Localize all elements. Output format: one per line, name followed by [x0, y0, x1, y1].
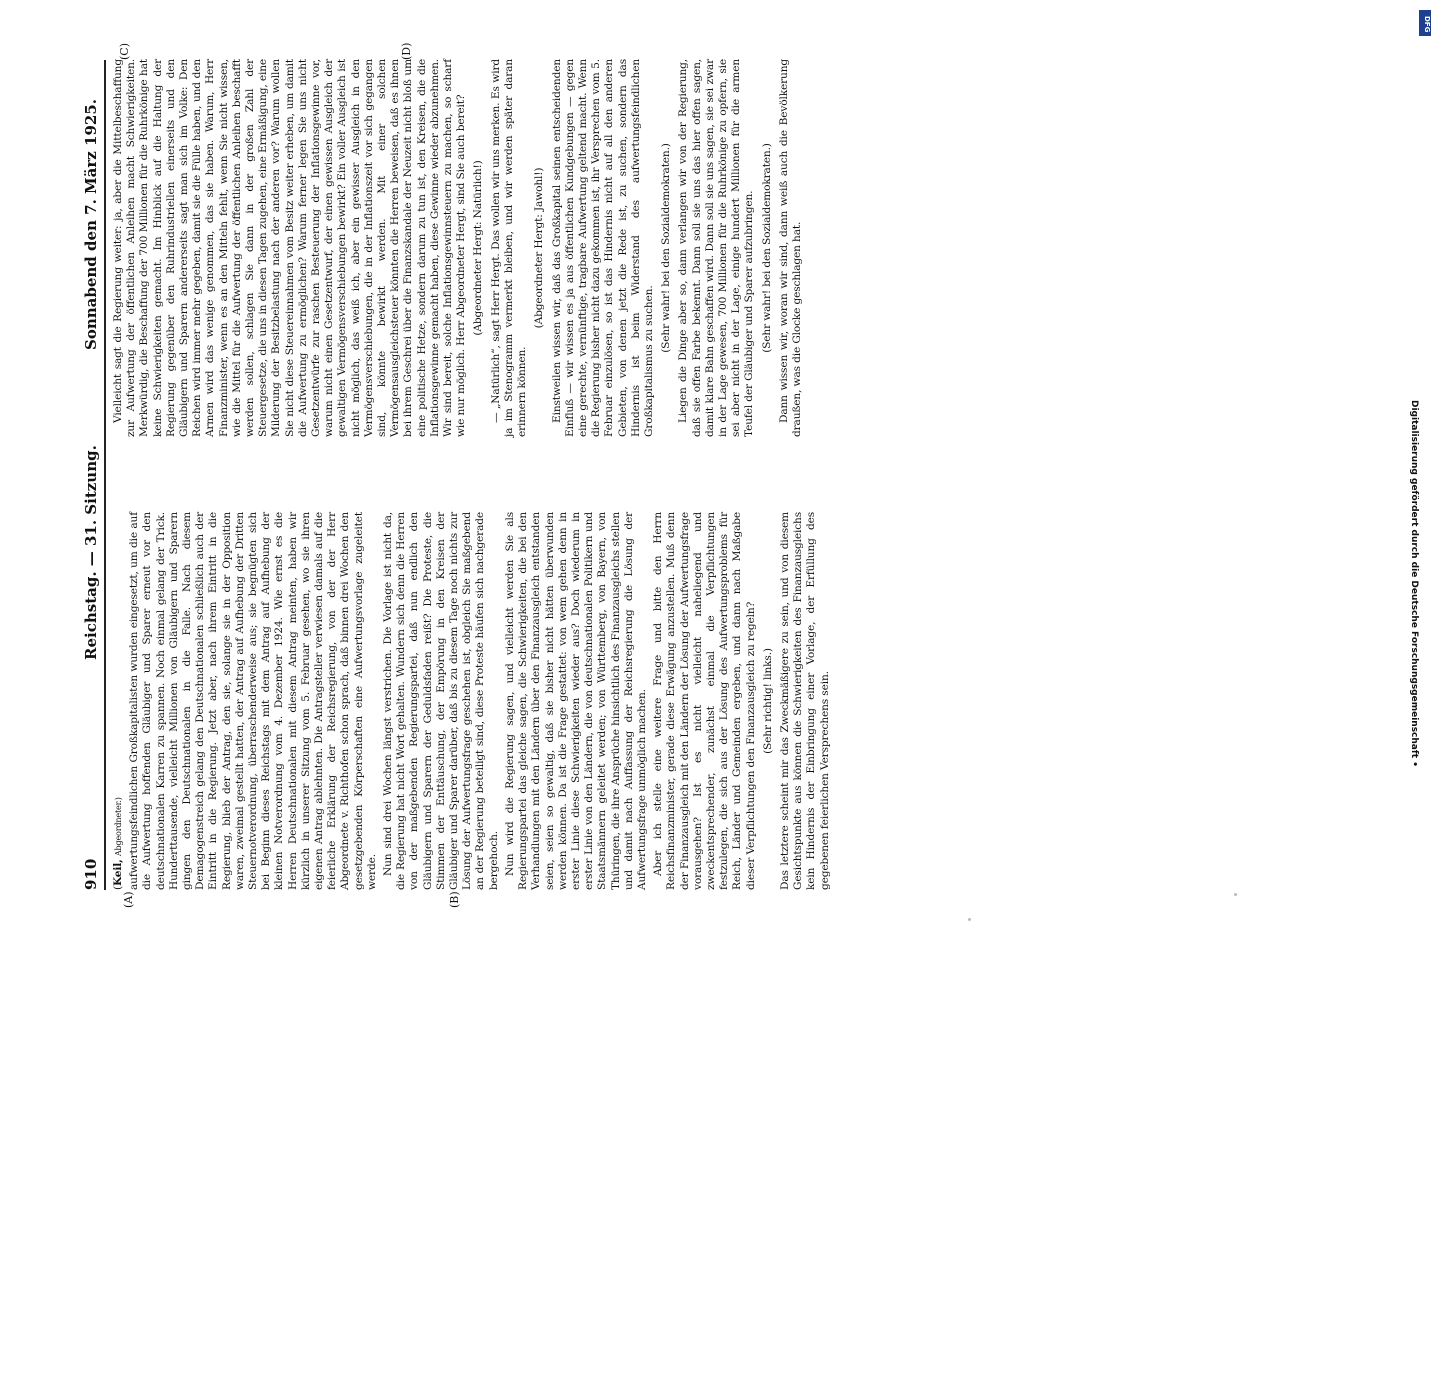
scan-speck [1234, 893, 1237, 896]
paragraph: Dann wissen wir, woran wir sind, dann weiß auch die Bevölkerung draußen, was die Glocke geschlagen hat. [777, 59, 803, 437]
page-header [82, 90, 106, 890]
interjection: (Sehr wahr! bei den Sozialdemokraten.) [660, 143, 673, 353]
margin-mark-b: (B) [448, 891, 461, 908]
paragraph: Liegen die Dinge aber so, dann verlangen wir von der Regierung, daß sie offen Farbe bekennt. Dann soll sie uns das hier offen sagen, damit klare Bahn geschaffen wird. Dann soll sie uns sagen, sie sei zwar in der Lage gewesen, 700 Millionen für die Ruhrkönige zu opfern, sie sei aber nicht in der Lage, einige hundert Millionen für die armen Teufel der Gläubiger und Sparer aufzubringen. [677, 59, 756, 437]
paragraph: Vielleicht sagt die Regierung weiter: ja, aber die Mittelbeschaffung zur Aufwertung der öffentlichen Anleihen macht Schwierigkeiten. Merkwürdig, die Beschaffung der 700 Millionen für die Ruhrkönige hat keine Schwierigkeiten gemacht. Im Hinblick auf die Haltung der Regierung gegenüber den Ruhrindustriellen einerseits und den Gläubigern und Sparern andererseits sagt man sich im Volke: Den Reichen wird immer mehr gegeben, damit sie die Fülle haben, und den Armen wird das wenige genommen, das sie haben. Warum, Herr Finanzminister, wenn es an den Mitteln fehlt, wenn Sie nicht wissen, wie die Mittel für die Aufwertung der öffentlichen Anleihen beschafft werden sollen, schlagen Sie dann in der großen Zahl der Steuergesetze, die uns in diesen Tagen zugehen, eine Ermäßigung, eine Milderung der Besitzbelastung nach der anderen vor? Warum wollen Sie nicht diese Steuereinnahmen vom Besitz weiter erheben, um damit die Aufwertung zu ermöglichen? Warum ferner legen Sie uns nicht Gesetzentwürfe zur raschen Besteuerung der Inflationsgewinne vor, warum nicht einen Gesetzentwurf, der einen gewissen Ausgleich der gewaltigen Vermögensverschiebungen bewirkt? Ein voller Ausgleich ist nicht möglich, das weiß ich, aber ein gewisser Ausgleich in den Vermögensverschiebungen, die in der Inflationszeit vor sich gegangen sind, könnte bewirkt werden. Mit einer solchen Vermögensausgleichsteuer könnten die Herren beweisen, daß es ihnen bei ihrem Geschrei über die Finanzskandale der Neuzeit nicht bloß um eine politische Hetze, sondern darum zu tun ist, den Kreisen, die die Inflationsgewinne gemacht haben, diese Gewinne wieder abzunehmen. Wir sind bereit, solche Inflationsgewinnsteuern zu machen, so scharf wie nur möglich. Herr Abgeordneter Hergt, sind Sie auch bereit? [112, 59, 468, 437]
interjection: (Abgeordneter Hergt: Jawohl!) [533, 167, 546, 329]
interjection: (Sehr richtig! links.) [761, 648, 774, 754]
dfg-logo-text: DFG [1423, 16, 1431, 33]
interjection: (Abgeordneter Hergt: Natürlich!) [472, 160, 485, 336]
paragraph: Aber ich stelle eine weitere Frage und bitte den Herrn Reichsfinanzminister, gerade diese Erwägung anzustellen. Muß denn der Finanzausgleich mit den Ländern der Lösung der Aufwertungsfrage vorausgehen? Ist es nicht vielleicht naheliegend und zweckentsprechender, zunächst einmal die Verpflichtungen festzulegen, die sich aus der Lösung des Aufwertungsproblems für Reich, Länder und Gemeinden ergeben, und dann nach Maßgabe dieser Verpflichtungen den Finanzausgleich zu regeln? [652, 512, 757, 890]
speaker-name: Keil, [112, 859, 124, 887]
paragraph: Nun wird die Regierung sagen, und vielleicht werden Sie als Regierungspartei das gleiche sagen, die Schwierigkeiten, die bei den Verhandlungen mit den Ländern über den Finanzausgleich entstanden seien, seien so gewaltig, daß sie bisher nicht hätten überwunden werden können. Da ist die Frage gestattet: von wem gehen denn in erster Linie diese Schwierigkeiten wieder aus? Doch wiederum in erster Linie von den Ländern, die von deutschnationalen Politikern und Staatsmännern geleitet werden; von Württemberg, von Bayern, von Thüringen, die ihre Ansprüche hinsichtlich des Finanzausgleichs stellen und damit nach Auffassung der Reichsregierung die Lösung der Aufwertungsfrage unmöglich machen. [503, 512, 648, 890]
digitization-stamp [1409, 8, 1434, 996]
scan-speck [968, 918, 971, 921]
header-left-title: Reichstag. — 31. Sitzung. [82, 445, 100, 660]
dfg-logo [1419, 10, 1431, 36]
speaker-line: (Keil, Abgeordneter.) [112, 797, 124, 890]
header-right-title: Sonnabend den 7. März 1925. [82, 99, 100, 350]
margin-mark-d: (D) [400, 42, 413, 60]
header-rule [104, 60, 106, 890]
paragraph: — „Natürlich“, sagt Herr Hergt. Das wollen wir uns merken. Es wird ja im Stenogramm vermerkt bleiben, und wir werden später daran erinnern können. [489, 59, 529, 437]
paragraph: Nun sind drei Wochen längst verstrichen. Die Vorlage ist nicht da, die Regierung hat nicht Wort gehalten. Wundern sich denn die Herren von der maßgebenden Regierungspartei, daß nun endlich den Gläubigern und Sparern der Geduldsfaden reißt? Die Proteste, die Stimmen der Enttäuschung, der Empörung in den Kreisen der Gläubiger und Sparer darüber, daß bis zu diesem Tage noch nichts zur Lösung der Aufwertungsfrage geschehen ist, obgleich Sie maßgebend an der Regierung beteiligt sind, diese Proteste häufen sich nachgerade bergehoch. [382, 512, 500, 890]
right-column [112, 59, 803, 437]
paragraph: aufwertungsfeindlichen Großkapitalisten wurden eingesetzt, um die auf die Aufwertung hoffenden Gläubiger und Sparer erneut vor den deutschnationalen Karren zu spannen. Noch einmal gelang der Trick. Hunderttausende, vielleicht Millionen von Gläubigern und Sparern gingen den Deutschnationalen in die Falle. Nach diesem Demagogenstreich gelang den Deutschnationalen schließlich auch der Eintritt in die Regierung. Jetzt aber, nach ihrem Eintritt in die Regierung, blieb der Antrag, den sie, solange sie in der Opposition waren, zweimal gestellt hatten, der Antrag auf Aufhebung der Dritten Steuernotverordnung, überraschenderweise aus; sie begnügten sich bei Beginn dieses Reichstags mit dem Antrag auf Aufhebung der kleinen Notverordnung vom 4. Dezember 1924. Wie ernst es die Herren Deutschnationalen mit diesem Antrag meinten, haben wir kürzlich in unserer Sitzung vom 5. Februar gesehen, wo sie ihren eigenen Antrag ablehnten. Die Antragsteller verwiesen damals auf die feierliche Erklärung der Reichsregierung, von der der Herr Abgeordnete v. Richthofen schon sprach, daß binnen drei Wochen den gesetzgebenden Körperschaften eine Aufwertungsvorlage zugeleitet werde. [128, 512, 378, 890]
paragraph: Einstweilen wissen wir, daß das Großkapital seinen entscheidenden Einfluß — wir wissen es ja aus öffentlichen Kundgebungen — gegen eine gerechte, vernünftige, tragbare Aufwertung geltend macht. Wenn die Regierung bisher nicht dazu gekommen ist, ihr Versprechen vom 5. Februar einzulösen, so ist das Hindernis nicht auf all den anderen Gebieten, von denen jetzt die Rede ist, zu suchen, sondern das Hindernis ist beim Widerstand des aufwertungsfeindlichen Großkapitalismus zu suchen. [550, 59, 655, 437]
left-column [112, 512, 831, 890]
page-number: 910 [82, 858, 100, 890]
paragraph: Das letztere scheint mir das Zweckmäßigere zu sein, und von diesem Gesichtspunkte aus können die Schwierigkeiten des Finanzausgleichs kein Hindernis der Einbringung einer Vorlage, der Erfüllung des gegebenen feierlichen Versprechens sein. [778, 512, 831, 890]
margin-mark-a: (A) [122, 891, 135, 908]
stamp-text: Digitalisierung gefördert durch die Deutsche Forschungsgemeinschaft • [1409, 400, 1419, 767]
speaker-role: Abgeordneter.) [114, 797, 123, 857]
interjection: (Sehr wahr! bei den Sozialdemokraten.) [760, 143, 773, 353]
margin-mark-c: (C) [118, 43, 131, 60]
